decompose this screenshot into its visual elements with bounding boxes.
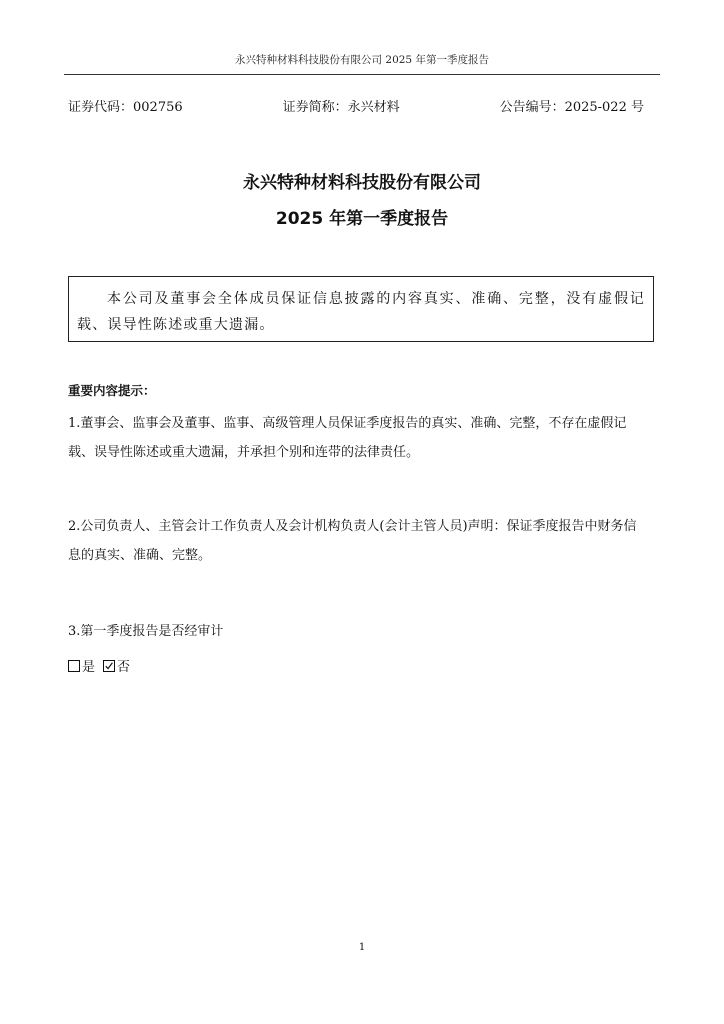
meta-row [68, 96, 644, 115]
report-title: 2025 年第一季度报告 [275, 209, 449, 229]
audit-no-option [103, 656, 130, 675]
page-number: 1 [358, 942, 366, 953]
stock-code: 证券代码：002756 [68, 100, 183, 115]
audit-yes-option [68, 656, 95, 675]
running-header: 永兴特种材料科技股份有限公司 2025 年第一季度报告 [235, 54, 489, 66]
header-divider [64, 74, 660, 75]
notice-item-3: 3.第一季度报告是否经审计 [68, 624, 224, 639]
notice-item-1: 1.董事会、监事会及董事、监事、高级管理人员保证季度报告的真实、准确、完整，不存在虚假记载、误导性陈述或重大遗漏，并承担个别和连带的法律责任。 [68, 416, 627, 460]
checked-box-icon [103, 660, 115, 672]
unchecked-box-icon [68, 660, 80, 672]
notice-item-2: 2.公司负责人、主管会计工作负责人及会计机构负责人(会计主管人员)声明：保证季度报告中财务信息的真实、准确、完整。 [68, 519, 637, 563]
audit-no-label: 否 [117, 660, 131, 675]
announcement-number: 公告编号：2025-022 号 [499, 100, 644, 115]
audit-options [68, 656, 130, 675]
company-title: 永兴特种材料科技股份有限公司 [243, 173, 481, 193]
important-notice-heading: 重要内容提示： [68, 383, 156, 398]
disclaimer-box: 本公司及董事会全体成员保证信息披露的内容真实、准确、完整，没有虚假记载、误导性陈述或重大遗漏。 [68, 276, 654, 342]
audit-yes-label: 是 [82, 660, 96, 675]
stock-abbreviation: 证券简称：永兴材料 [282, 100, 400, 115]
